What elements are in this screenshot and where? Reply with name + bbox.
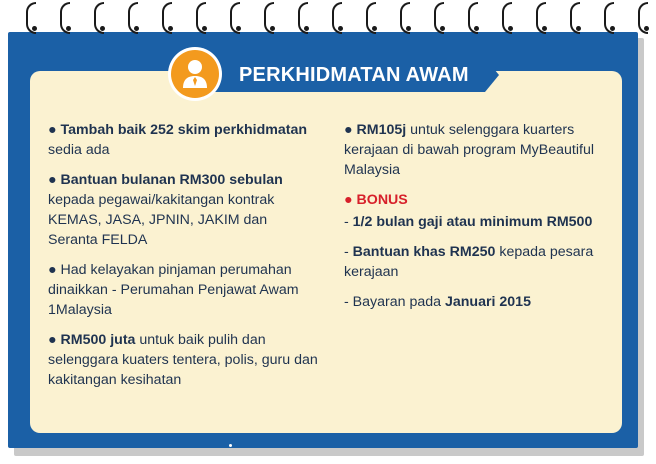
list-item: ● RM500 juta untuk baik pulih dan selenggara kuaters tentera, polis, guru dan kakitangan kesihatan (48, 332, 318, 388)
list-item: ● RM105j untuk selenggara kuarters kerajaan di bawah program MyBeautiful Malaysia (344, 122, 594, 178)
binding-ring (502, 2, 512, 34)
binding-ring (604, 2, 614, 34)
binding-ring (638, 2, 648, 34)
binding-ring (366, 2, 376, 34)
binding-ring (264, 2, 274, 34)
binding-ring (60, 2, 70, 34)
binding-ring (570, 2, 580, 34)
left-column (48, 120, 318, 400)
binding-ring (128, 2, 138, 34)
bonus-heading: ● BONUS (344, 192, 408, 208)
binding-ring (468, 2, 478, 34)
civil-servant-icon (171, 50, 219, 98)
decor-dot (229, 444, 232, 447)
binding-ring (230, 2, 240, 34)
spiral-binding (0, 0, 656, 36)
banner-title: PERKHIDMATAN AWAM (239, 64, 469, 86)
right-column (344, 120, 609, 322)
list-item: ● Bantuan bulanan RM300 sebulan kepada pegawai/kakitangan kontrak KEMAS, JASA, JPNIN, JAKIM dan Seranta FELDA (48, 172, 283, 248)
bonus-item: - Bayaran pada Januari 2015 (344, 294, 531, 310)
binding-ring (400, 2, 410, 34)
binding-ring (298, 2, 308, 34)
binding-ring (196, 2, 206, 34)
binding-ring (162, 2, 172, 34)
list-item: ● Tambah baik 252 skim perkhidmatan sedia ada (48, 122, 308, 158)
list-item: ● Had kelayakan pinjaman perumahan dinaikkan - Perumahan Penjawat Awam 1Malaysia (48, 262, 299, 318)
binding-ring (536, 2, 546, 34)
bonus-item: - 1/2 bulan gaji atau minimum RM500 (344, 214, 593, 230)
title-banner (215, 58, 485, 92)
binding-ring (332, 2, 342, 34)
binding-ring (94, 2, 104, 34)
bonus-item: - Bantuan khas RM250 kepada pesara kerajaan (344, 244, 594, 280)
binding-ring (434, 2, 444, 34)
binding-ring (26, 2, 36, 34)
person-badge (168, 47, 222, 101)
